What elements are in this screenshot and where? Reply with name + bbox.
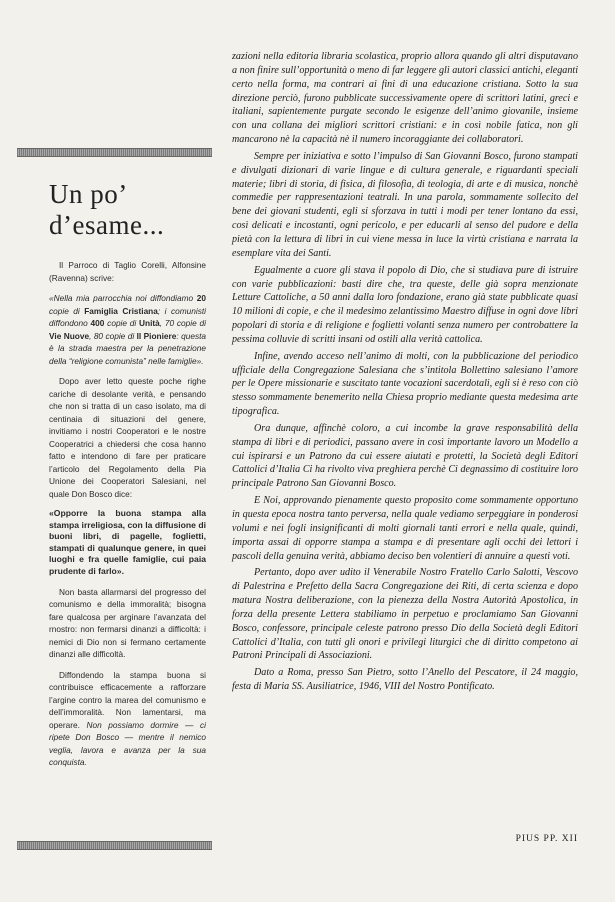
quote1-e: ; i comunisti diffondono xyxy=(49,305,207,328)
main-paragraph-6: E Noi, approvando pienamente questo proposito come sommamente opportuno in questa epoca nostra tanto perversa, nella quale vediamo serpeggiare in ponderosi volumi e nei fogli insignificanti di molti giornali tanti errori e nella quale, quindi, importa assai di opporre stampa a stampa e di presentare agli occhi dei lettori i pascoli della genuina verità, abbiamo deciso ben volentieri di annuire a questi voti. xyxy=(232,495,578,562)
quote1-d: Famiglia Cristiana xyxy=(84,305,158,316)
signature: PIUS PP. XII xyxy=(515,834,578,844)
para4-a: Diffondendo la stampa buona si contribuisce efficacemente a rafforzare l’argine contro la marea del comunismo e dell’immoralità. Non lamentarsi, ma operare. xyxy=(49,669,206,730)
sidebar-box xyxy=(17,148,212,777)
quote1-h: Unità xyxy=(139,318,160,328)
main-paragraph-7: Pertanto, dopo aver udito il Venerabile Nostro Fratello Carlo Salotti, Vescovo di Palestrina e Prefetto della Sacra Congregazione dei Riti, di certa scienza e dopo matura Nostra deliberazione, con la pienezza della Nostra Autorità Apostolica, in forza della presente Lettera stabiliamo in perpetuo e proclamiamo San Giovanni Bosco, confessore, principale celeste patrono presso Dio della Società degli Editori Cattolici d’Italia, con tutti gli onori e privilegi liturgici che di diritto competono ai Patroni Principali di Associazioni. xyxy=(232,567,578,662)
sidebar-body xyxy=(49,259,206,769)
main-paragraph-8: Dato a Roma, presso San Pietro, sotto l’Anello del Pescatore, il 24 maggio, festa di Maria SS. Ausiliatrice, 1946, VIII del Nostro Pontificato. xyxy=(232,667,578,693)
sidebar-intro: Il Parroco di Taglio Corelli, Alfonsine (Ravenna) scrive: xyxy=(49,260,206,283)
quote1-m: : questa è la strada maestra per la penetrazione della “religione comunista” nelle famiglie». xyxy=(49,330,207,366)
main-paragraph-5: Ora dunque, affinchè coloro, a cui incombe la grave responsabilità della stampa di libri e di periodici, passano avere in così importante lavoro un Modello a cui ispirarsi e un Patrono da cui essere aiutati e protetti, la Società degli Editori Cattolici d’Italia Ci ha rivolto viva preghiera perchè Ci degnassimo di costituire loro principale Patrono San Giovanni Bosco. xyxy=(232,422,578,490)
bottom-decorative-bar xyxy=(17,841,212,850)
quote1-j: Vie Nuove xyxy=(49,330,90,341)
main-paragraph-3: Egualmente a cuore gli stava il popolo di Dio, che si studiava pure di istruire con varie pubblicazioni: basti dire che, tra queste, delle già sopra menzionate Letture Cattoliche, a 50 anni dalla loro fondazione, erano già state pubblicate quasi 10 milioni di copie, e che il medesimo zelantissimo Maestro diffuse in ogni dove libri popolari di storia e di religione e foglietti volanti senza numero per controbattere la pessima colluvie di scritti insani od ostili alla verità cattolica. xyxy=(232,264,578,345)
quote1-i: , 70 copie di xyxy=(159,318,206,328)
quote1-b: 20 xyxy=(196,293,206,303)
quote1-c: copie di xyxy=(49,305,85,316)
quote1-g: copie di xyxy=(104,318,140,328)
quote1-f: 400 xyxy=(90,318,105,328)
quote1-a: «Nella mia parrocchia noi diffondiamo xyxy=(49,293,197,303)
quote1-k: , 80 copie di xyxy=(89,330,137,341)
sidebar-paragraph-4 xyxy=(49,669,206,769)
sidebar-title-line1: Un po’ xyxy=(49,179,128,209)
para4-b: Non possiamo dormire — ci ripete Don Bosco — mentre il nemico veglia, lavora e avanza per la sua conquista. xyxy=(49,719,206,768)
sidebar-paragraph-2: Dopo aver letto queste poche righe cariche di desolante verità, e pensando che non si tratta di un caso isolato, ma di centinaia di situazioni del genere, invitiamo i nostri Cooperatori e le nostre Cooperatrici a chiedersi che cosa hanno fatto e intendono di fare per praticare l’articolo del Regolamento della Pia Unione dei Cooperatori Salesiani, nel quale Don Bosco dice: xyxy=(49,376,206,499)
sidebar-title xyxy=(49,179,212,241)
top-decorative-bar xyxy=(17,148,212,157)
main-paragraph-1: zazioni nella editoria libraria scolastica, proprio allora quando gli altri disputavano a non finire sull’opportunità o meno di far leggere gli autori classici antichi, eleganti certo nella forma, ma contrari ai fini di una educazione cristiana. Sotto la sua direzione perciò, furono pubblicate successivamente opere di scrittori latini, greci e italiani, sapientemente purgate secondo le esigenze dell’animo giovanile, insieme con una collana dei migliori scrittori cristiani: e in così nobile fatica, non gli mancarono nè la capacità nè il numero incoraggiante dei collaboratori. xyxy=(232,51,578,146)
main-paragraph-2: Sempre per iniziativa e sotto l’impulso di San Giovanni Bosco, furono stampati e divulgati dizionari di varie lingue e di cultura generale, e riguardanti speciali materie; libri di storia, di fisica, di filosofia, di teologia, di arte e di musica, nonchè commedie per rappresentazioni teatrali. In una parola, sommamente sollecito del bene dei giovani studenti, egli si sforzava in tutti i modi per tener lontano da essi, così delicati e incostanti, ogni pericolo, e per educarli al senso del pudore e della pietà con la lettura di libri in cui viene messa in luce la virtù cristiana e narrata la esemplare vita dei Santi. xyxy=(232,150,578,259)
quote1-l: Il Pioniere xyxy=(136,330,177,341)
sidebar-quote-parish xyxy=(49,292,206,367)
main-column xyxy=(232,50,578,697)
sidebar-quote-don-bosco: «Opporre la buona stampa alla stampa irreligiosa, con la diffusione di buoni libri, di pagelle, foglietti, stampati di qualunque genere, in quei luoghi e fra quelle famiglie, cui paia prudente di farlo». xyxy=(49,508,206,576)
main-paragraph-4: Infine, avendo acceso nell’animo di molti, con la pubblicazione del periodico ufficiale della Congregazione Salesiana che s’intitola Bollettino salesiano l’amore per le Opere missionarie e suscitato tante vocazioni sacerdotali, egli si è reso con ciò stesso sommamente benemerito nella Chiesa proprio mediante questa medesima arte tipografica. xyxy=(232,350,578,418)
sidebar-title-line2: d’esame... xyxy=(49,210,165,240)
sidebar-paragraph-3: Non basta allarmarsi del progresso del comunismo e della immoralità; bisogna fare qualcosa per arginare l’avanzata del rnostro: non fermarsi dinanzi a difficoltà: i nemici di Dio non si fermano certamente dinanzi alle difficoltà. xyxy=(49,586,206,660)
